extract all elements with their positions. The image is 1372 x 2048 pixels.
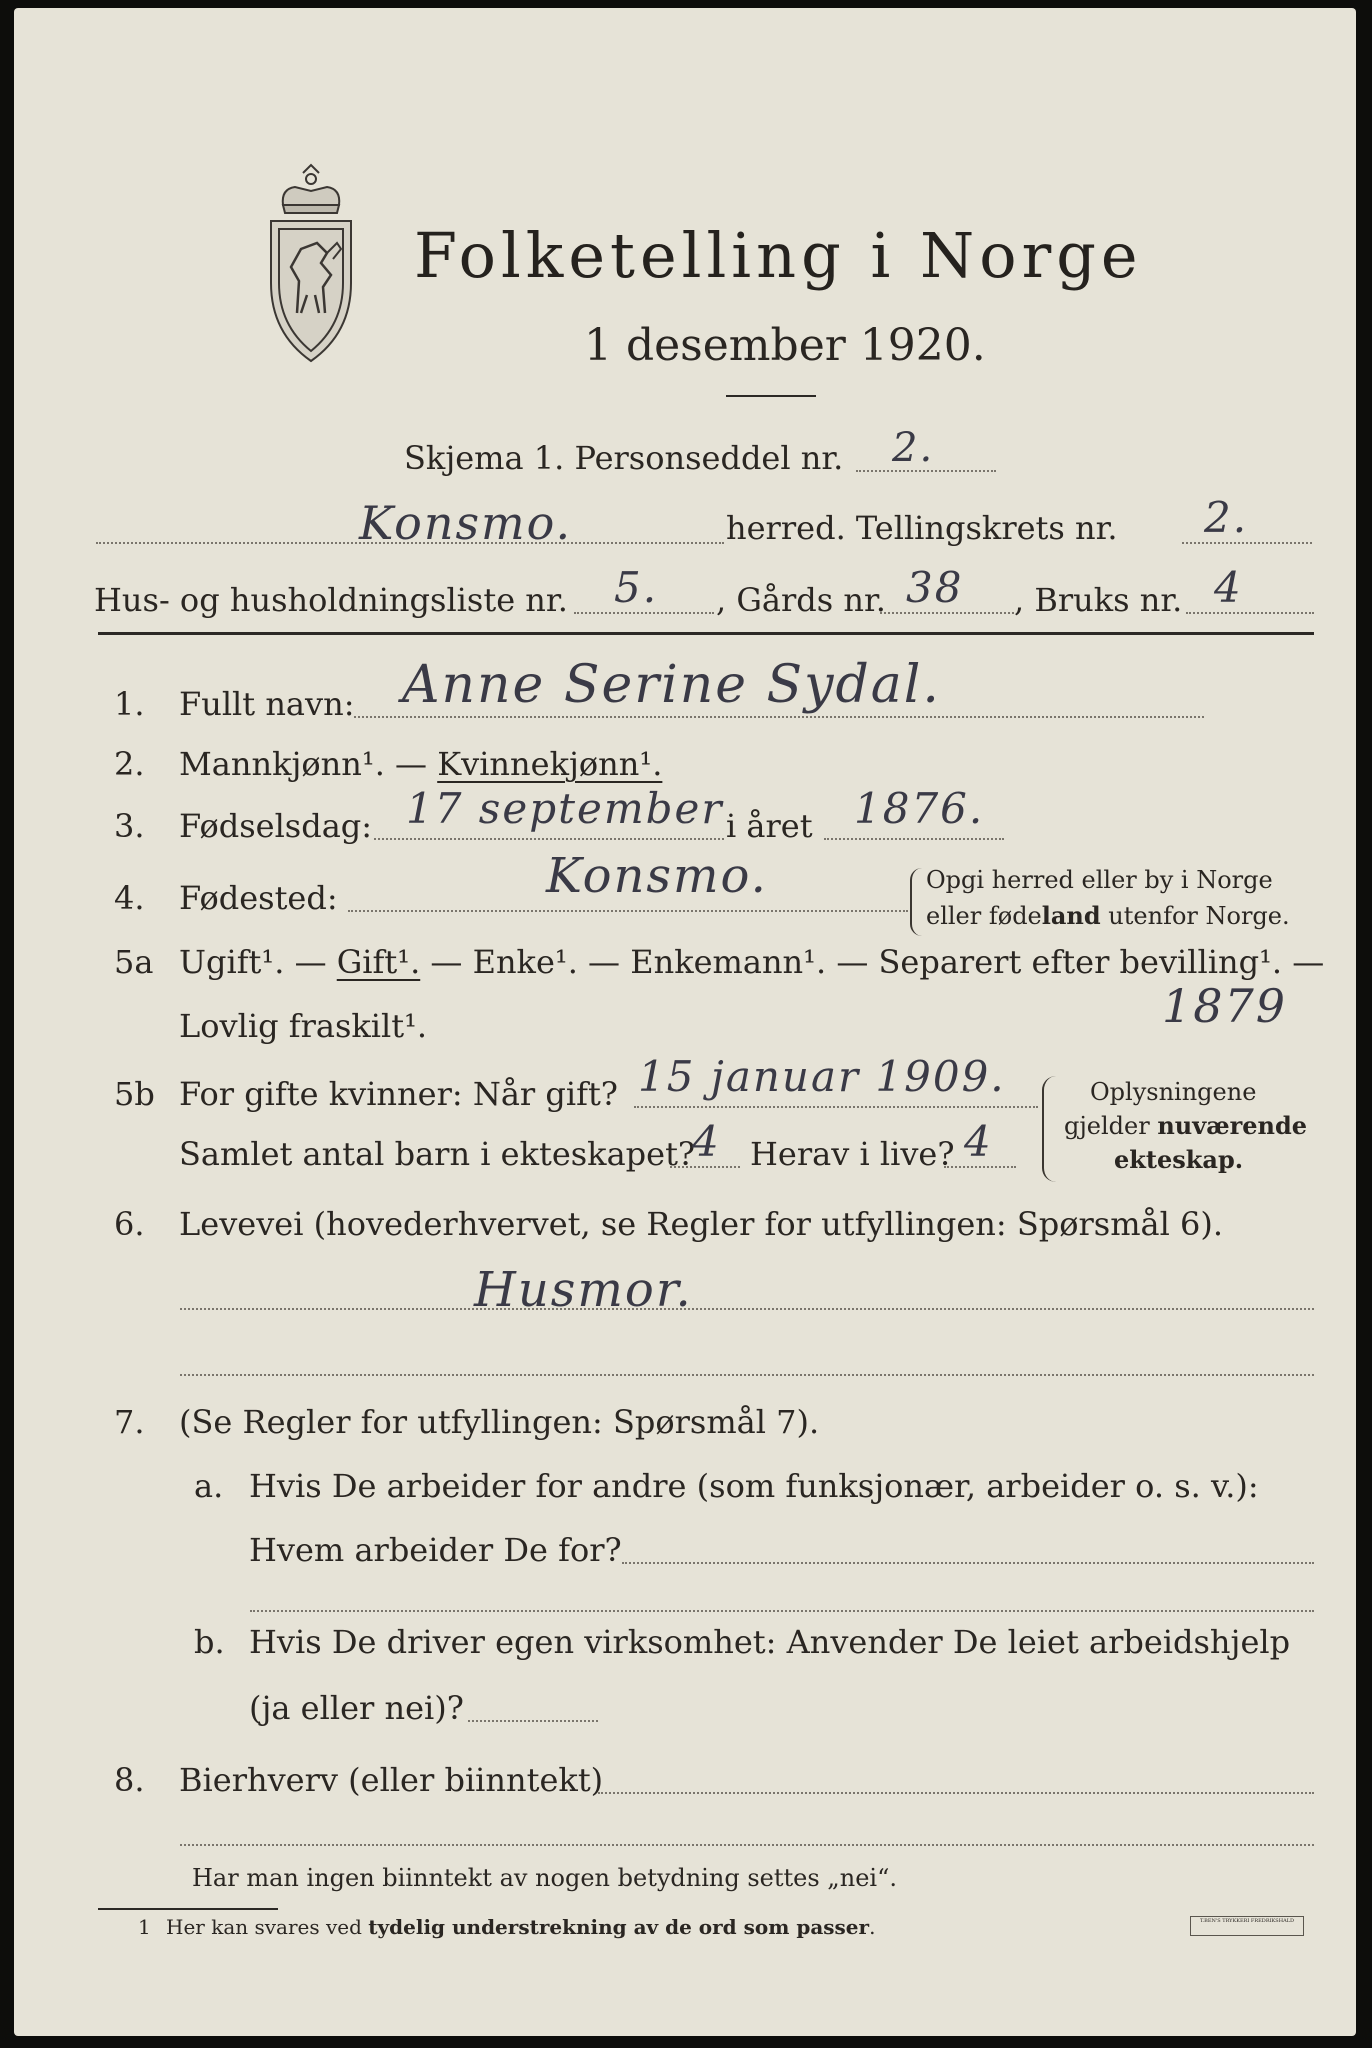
q1-label: Fullt navn: bbox=[179, 685, 355, 723]
q5b-note-line3: ekteskap. bbox=[1114, 1145, 1244, 1174]
marital-year-note: 1879 bbox=[1162, 979, 1288, 1033]
occupation-value[interactable]: Husmor. bbox=[474, 1262, 693, 1318]
hus-nr-value[interactable]: 5. bbox=[614, 563, 659, 612]
gender-female-underlined[interactable]: Kvinnekjønn¹. bbox=[437, 745, 663, 783]
q2-number: 2. bbox=[114, 745, 145, 783]
herred-value[interactable]: Konsmo. bbox=[359, 496, 573, 550]
hus-label: Hus- og husholdningsliste nr. bbox=[94, 581, 568, 619]
bruks-nr-value[interactable]: 4 bbox=[1214, 563, 1243, 612]
status-gift-underlined[interactable]: Gift¹. bbox=[336, 943, 421, 981]
birth-year-value[interactable]: 1876. bbox=[854, 784, 985, 833]
q4-label: Fødested: bbox=[179, 879, 338, 917]
q7a-text: Hvis De arbeider for andre (som funksjonær, arbeider o. s. v.): bbox=[249, 1467, 1259, 1505]
tellingskrets-nr-value[interactable]: 2. bbox=[1204, 493, 1249, 542]
q7b-question: (ja eller nei)? bbox=[249, 1689, 464, 1727]
q5b-brace bbox=[1042, 1076, 1056, 1182]
footnote-mark: 1 bbox=[138, 1915, 151, 1939]
q8-note: Har man ingen biinntekt av nogen betydning settes „nei“. bbox=[192, 1864, 897, 1892]
title-divider bbox=[726, 395, 816, 397]
gender-male[interactable]: Mannkjønn¹. — bbox=[179, 745, 438, 783]
status-ugift[interactable]: Ugift¹. — bbox=[179, 943, 337, 981]
q5b-note-line1: Oplysningene bbox=[1090, 1078, 1257, 1106]
header-divider bbox=[98, 632, 1314, 635]
herred-label: herred. Tellingskrets nr. bbox=[726, 509, 1118, 547]
footnote-text: Her kan svares ved tydelig understrekning av de ord som passer. bbox=[166, 1915, 876, 1939]
census-form bbox=[14, 8, 1356, 2036]
q6-field-line1 bbox=[180, 1308, 1314, 1310]
q6-field-line2 bbox=[180, 1374, 1314, 1376]
q7-number: 7. bbox=[114, 1403, 145, 1441]
side-income-field-line2[interactable] bbox=[180, 1844, 1314, 1846]
birthplace-value[interactable]: Konsmo. bbox=[546, 848, 768, 904]
q6-label: Levevei (hovederhvervet, se Regler for utfyllingen: Spørsmål 6). bbox=[179, 1205, 1224, 1243]
q5a-number: 5a bbox=[114, 943, 154, 981]
q4-note-line2: eller fødeland utenfor Norge. bbox=[926, 901, 1290, 930]
year-label: i året bbox=[726, 807, 813, 845]
children-count-value[interactable]: 4 bbox=[692, 1117, 721, 1166]
gards-label: , Gårds nr. bbox=[716, 581, 886, 619]
q4-note-line1: Opgi herred eller by i Norge bbox=[926, 866, 1273, 894]
q7a-letter: a. bbox=[194, 1467, 224, 1505]
employer-field-line[interactable] bbox=[622, 1562, 1314, 1564]
bruks-label: , Bruks nr. bbox=[1014, 581, 1183, 619]
q3-number: 3. bbox=[114, 807, 145, 845]
q4-number: 4. bbox=[114, 879, 145, 917]
married-label: For gifte kvinner: Når gift? bbox=[179, 1075, 618, 1113]
q8-label: Bierhverv (eller biinntekt) bbox=[179, 1761, 604, 1799]
footnote-divider bbox=[98, 1908, 278, 1910]
q7a-question: Hvem arbeider De for? bbox=[249, 1531, 622, 1569]
married-field-line bbox=[634, 1106, 1038, 1108]
side-income-field-line[interactable] bbox=[598, 1792, 1314, 1794]
census-date: 1 desember 1920. bbox=[584, 320, 986, 371]
printer-stamp: T.BEN'S TRYKKERI FREDRIKSHALD bbox=[1190, 1916, 1304, 1936]
q5b-note-line2: gjelder nuværende bbox=[1064, 1111, 1308, 1140]
marital-status-line bbox=[179, 942, 1324, 982]
alive-count-value[interactable]: 4 bbox=[964, 1117, 993, 1166]
q4-brace bbox=[910, 868, 922, 936]
q3-label: Fødselsdag: bbox=[179, 807, 373, 845]
birthday-value[interactable]: 17 september bbox=[406, 784, 724, 833]
personseddel-nr-value[interactable]: 2. bbox=[892, 425, 935, 471]
q3-field-line bbox=[374, 838, 724, 840]
hired-help-field-line[interactable] bbox=[468, 1720, 598, 1722]
alive-label: Herav i live? bbox=[750, 1135, 955, 1173]
full-name-value[interactable]: Anne Serine Sydal. bbox=[402, 655, 941, 715]
q7b-letter: b. bbox=[194, 1623, 225, 1661]
employer-field-line2[interactable] bbox=[250, 1610, 1314, 1612]
q7b-text: Hvis De driver egen virksomhet: Anvender De leiet arbeidshjelp bbox=[249, 1623, 1291, 1661]
q5b-number: 5b bbox=[114, 1075, 155, 1113]
q8-number: 8. bbox=[114, 1761, 145, 1799]
coat-of-arms-icon bbox=[261, 163, 361, 368]
gender-line bbox=[179, 744, 662, 784]
gards-nr-value[interactable]: 38 bbox=[906, 563, 964, 612]
q7-label: (Se Regler for utfyllingen: Spørsmål 7). bbox=[179, 1403, 820, 1441]
schema-label: Skjema 1. Personseddel nr. bbox=[404, 439, 844, 477]
status-others[interactable]: — Enke¹. — Enkemann¹. — Separert efter bevilling¹. — bbox=[420, 943, 1325, 981]
q4-field-line bbox=[348, 910, 908, 912]
form-title: Folketelling i Norge bbox=[414, 219, 1143, 292]
q6-number: 6. bbox=[114, 1205, 145, 1243]
hus-field-line bbox=[574, 612, 714, 614]
gards-field-line bbox=[880, 612, 1014, 614]
year-field-line bbox=[824, 838, 1004, 840]
q1-number: 1. bbox=[114, 685, 145, 723]
bruks-field-line bbox=[1186, 612, 1314, 614]
married-date-value[interactable]: 15 januar 1909. bbox=[638, 1052, 1006, 1101]
status-fraskilt[interactable]: Lovlig fraskilt¹. bbox=[179, 1007, 428, 1045]
tellingskrets-field-line bbox=[1182, 542, 1312, 544]
children-label: Samlet antal barn i ekteskapet? bbox=[179, 1135, 696, 1173]
